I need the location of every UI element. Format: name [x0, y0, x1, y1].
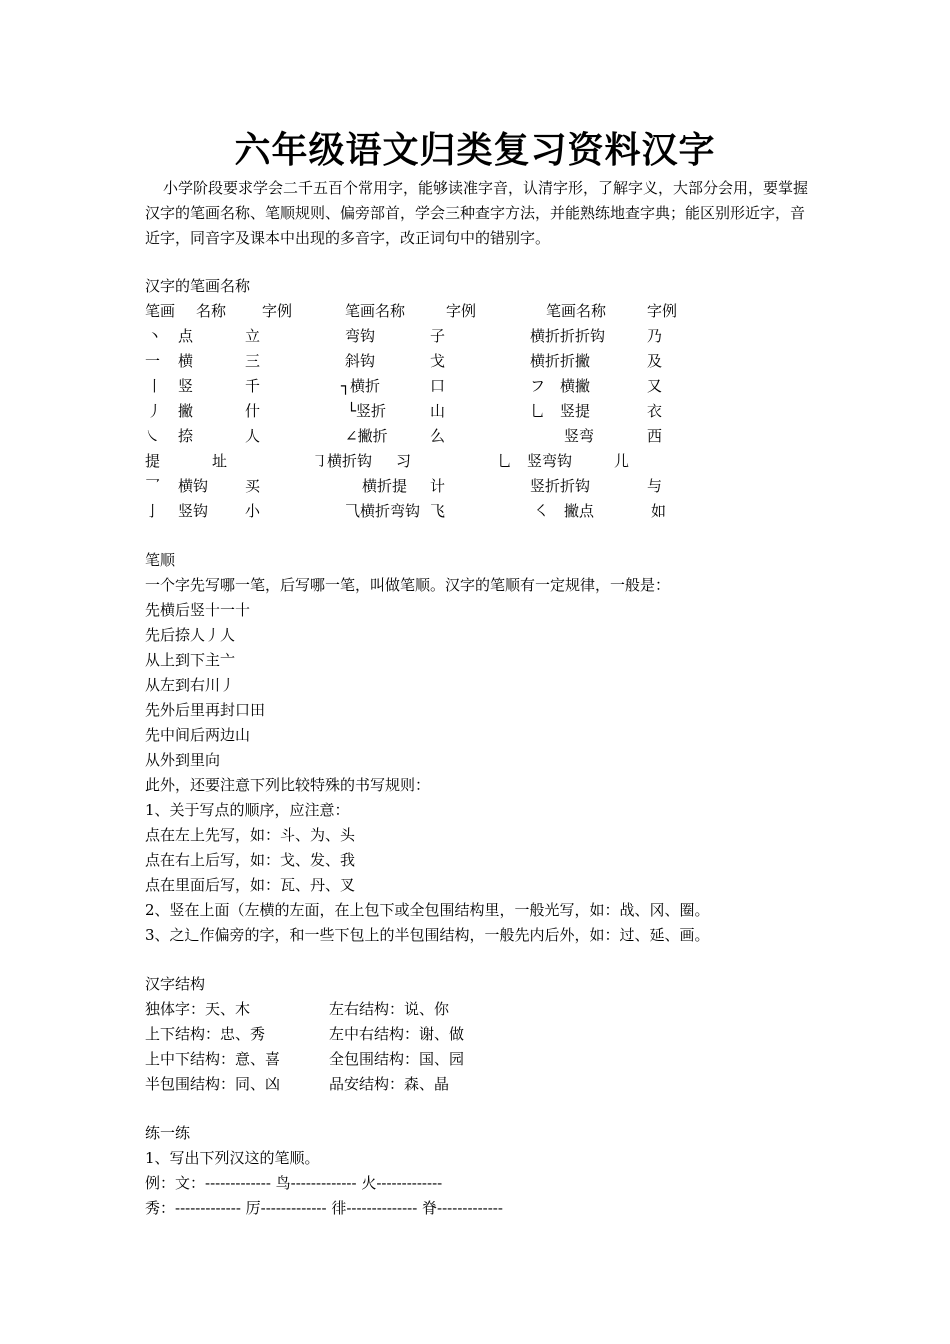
structure-item: 上中下结构：意、喜 [145, 1050, 281, 1068]
order-line: 先中间后两边山 [145, 726, 251, 744]
structure-item: 半包围结构：同、凶 [145, 1075, 281, 1093]
stroke-glyph: 丿 [147, 402, 163, 420]
practice-heading: 练一练 [145, 1124, 191, 1142]
stroke-name-3: 横折折撇 [530, 352, 591, 370]
order-line: 1、关于写点的顺序，应注意： [145, 801, 350, 819]
order-line: 从左到右川丿 [145, 676, 236, 694]
order-line: 从外到里向 [145, 751, 221, 769]
stroke-example-2: 飞 [430, 502, 446, 520]
structure-item: 左右结构：说、你 [329, 1000, 450, 1018]
stroke-name-2: └竖折 [347, 402, 387, 420]
stroke-example-2: 计 [430, 477, 446, 495]
stroke-name-3: 竖弯 [564, 427, 595, 445]
strokes-heading: 汉字的笔画名称 [145, 277, 251, 295]
order-line: 一个字先写哪一笔，后写哪一笔，叫做笔顺。汉字的笔顺有一定规律，一般是： [145, 576, 671, 594]
order-line: 先后捺人丿人 [145, 626, 236, 644]
stroke-name: 横钩 [178, 477, 209, 495]
stroke-example: 买 [245, 477, 261, 495]
practice-line: 例：文：------------- 鸟------------- 火------------- [145, 1174, 443, 1192]
stroke-example: 千 [245, 377, 261, 395]
order-line: 点在左上先写，如：斗、为、头 [145, 826, 356, 844]
stroke-name: 点 [178, 327, 194, 345]
stroke-glyph: 丨 [147, 377, 163, 395]
stroke-name-3: 横折折折钩 [530, 327, 606, 345]
stroke-example-3: 衣 [647, 402, 663, 420]
page-title: 六年级语文归类复习资料汉字 [234, 129, 716, 171]
stroke-example: 三 [245, 352, 261, 370]
stroke-example-2: 子 [430, 327, 446, 345]
intro-text: 小学阶段要求学会二千五百个常用字，能够读准字音，认清字形，了解字义，大部分会用，要掌握汉字的笔画名称、笔顺规则、偏旁部首，学会三种查字方法，并能熟练地查字典；能区别形近字，音近字，同音字及课本中出现的多音字，改正词句中的错别字。 [145, 179, 809, 247]
stroke-name-3: フ 横撇 [530, 377, 591, 395]
stroke-example: 小 [245, 502, 261, 520]
order-line: 点在里面后写，如：瓦、丹、叉 [145, 876, 356, 894]
stroke-example-2: 么 [430, 427, 446, 445]
stroke-name-2: 弯钩 [345, 327, 376, 345]
stroke-name-2: 斜钩 [345, 352, 376, 370]
order-line: 先外后里再封口田 [145, 701, 266, 719]
stroke-example-2: 口 [430, 377, 446, 395]
practice-line: 秀：------------- 厉------------- 徘-------------- 脊------------- [145, 1199, 503, 1217]
stroke-name: 捺 [178, 427, 194, 445]
stroke-name: 竖钩 [178, 502, 209, 520]
stroke-name-2: ┐横折 [341, 377, 381, 395]
stroke-glyph: 一 [145, 352, 161, 370]
structure-item: 全包围结构：国、园 [329, 1050, 465, 1068]
practice-line: 1、写出下列汉这的笔顺。 [145, 1149, 320, 1167]
stroke-example: 立 [245, 327, 261, 345]
structure-item: 品安结构：森、晶 [329, 1075, 450, 1093]
stroke-glyph: 丶 [147, 327, 163, 345]
order-heading: 笔顺 [145, 551, 176, 569]
stroke-example-3: 乃 [647, 327, 663, 345]
structure-item: 左中右结构：谢、做 [329, 1025, 465, 1043]
stroke-name-3: 乚 竖提 [530, 402, 591, 420]
stroke-name-3: 乚 竖弯钩 [497, 452, 573, 470]
stroke-glyph: ㇏ [145, 427, 161, 445]
stroke-glyph: 提 [145, 452, 161, 470]
col-header: 笔画 [145, 302, 176, 320]
stroke-example-3: 及 [647, 352, 663, 370]
stroke-glyph: 亅 [145, 502, 161, 520]
order-line: 从上到下主亠 [145, 651, 236, 669]
stroke-example-3: 西 [647, 427, 663, 445]
structure-heading: 汉字结构 [145, 975, 206, 993]
stroke-example: 人 [245, 427, 261, 445]
stroke-name: 撇 [178, 402, 194, 420]
order-line: 2、竖在上面（左横的左面，在上包下或全包围结构里，一般光写，如：战、冈、圈。 [145, 901, 710, 919]
stroke-example-2: 戈 [430, 352, 446, 370]
structure-item: 独体字：天、木 [145, 1000, 251, 1018]
stroke-name: 竖 [178, 377, 194, 395]
stroke-name-2: ⺄横折弯钩 [345, 502, 421, 520]
stroke-example-2: 山 [430, 402, 446, 420]
structure-item: 上下结构：忠、秀 [145, 1025, 266, 1043]
col-header: 字例 [262, 302, 293, 320]
stroke-name: 横 [178, 352, 194, 370]
stroke-example: 什 [245, 402, 261, 420]
col-header: 名称 [196, 302, 227, 320]
stroke-name-2: ㇆横折钩 [312, 452, 373, 470]
stroke-example-2: 习 [396, 452, 412, 470]
intro-paragraph [145, 176, 815, 251]
stroke-glyph: 乛 [145, 477, 161, 495]
stroke-name-2: ∠撇折 [345, 427, 388, 445]
col-header: 字例 [446, 302, 477, 320]
order-line: 先横后竖十一十 [145, 601, 251, 619]
order-line: 此外，还要注意下列比较特殊的书写规则： [145, 776, 431, 794]
stroke-name-2: 横折提 [362, 477, 408, 495]
col-header: 字例 [647, 302, 678, 320]
stroke-name-3: ㇛ 撇点 [534, 502, 595, 520]
order-line: 点在右上后写，如：戈、发、我 [145, 851, 356, 869]
stroke-example-3: 如 [651, 502, 667, 520]
stroke-example-3: 又 [647, 377, 663, 395]
col-header: 笔画名称 [546, 302, 607, 320]
stroke-name-3: 竖折折钩 [530, 477, 591, 495]
col-header: 笔画名称 [345, 302, 406, 320]
order-line: 3、之辶作偏旁的字，和一些下包上的半包围结构，一般先内后外，如：过、延、画。 [145, 926, 710, 944]
stroke-name: 址 [212, 452, 228, 470]
stroke-example-3: 与 [647, 477, 663, 495]
stroke-example-3: 儿 [614, 452, 630, 470]
